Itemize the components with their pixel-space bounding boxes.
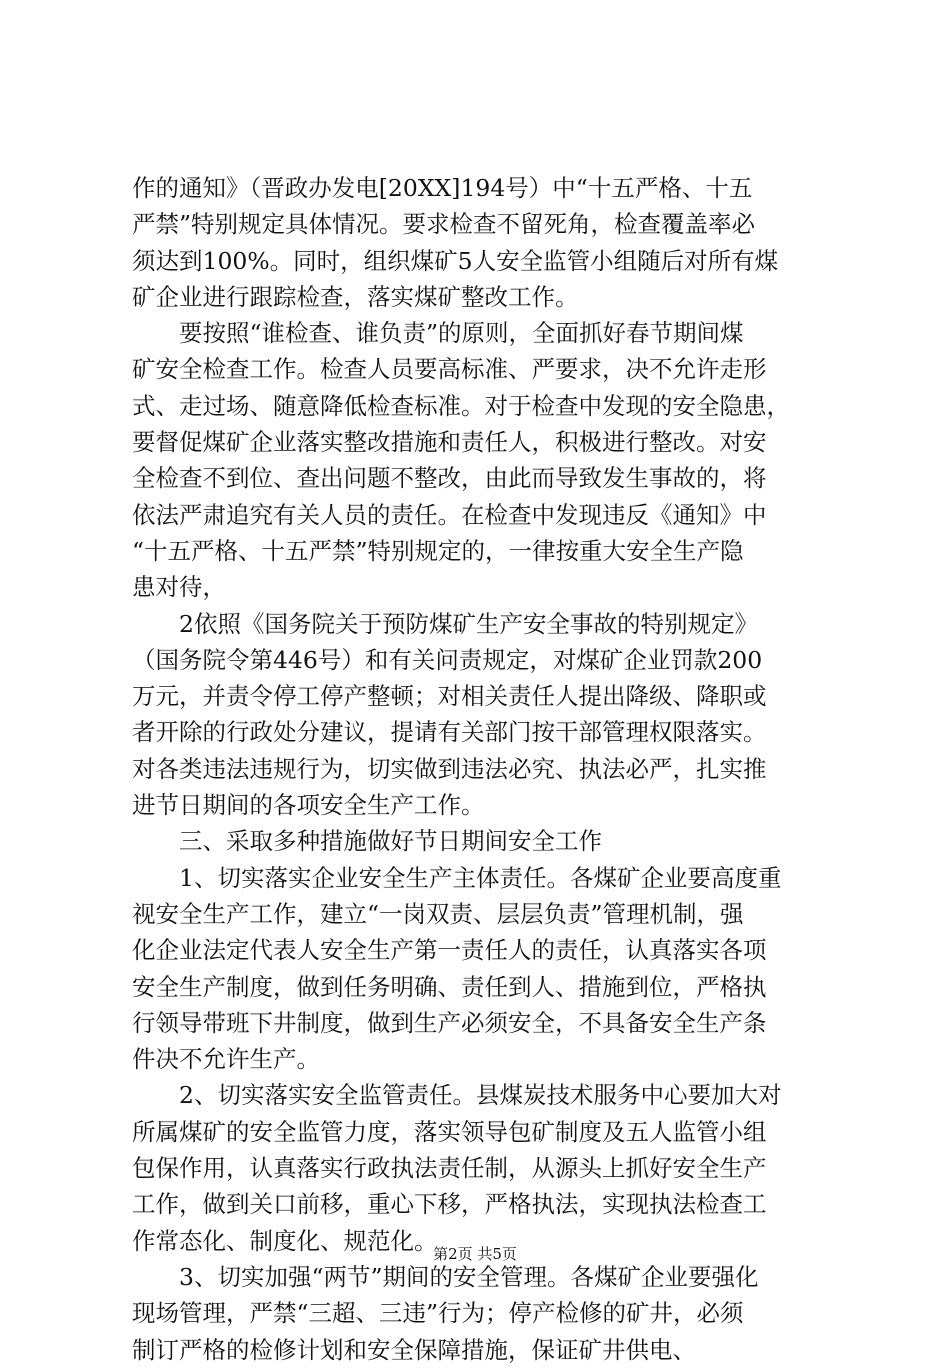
text-line: 作常态化、制度化、规范化。 — [132, 1226, 438, 1255]
section-heading: 三、采取多种措施做好节日期间安全工作 — [132, 827, 602, 856]
text-line: 制订严格的检修计划和安全保障措施，保证矿井供电、 — [132, 1335, 696, 1364]
text-line: 2、切实落实安全监管责任。县煤炭技术服务中心要加大对 — [132, 1081, 782, 1110]
text-line: 化企业法定代表人安全生产第一责任人的责任，认真落实各项 — [132, 936, 767, 965]
text-line: 工作，做到关口前移，重心下移，严格执法，实现执法检查工 — [132, 1190, 767, 1219]
text-line: 者开除的行政处分建议，提请有关部门按干部管理权限落实。 — [132, 718, 767, 747]
text-line: 万元，并责令停工停产整顿；对相关责任人提出降级、降职或 — [132, 682, 767, 711]
text-line: “十五严格、十五严禁”特别规定的，一律按重大安全生产隐 — [132, 536, 744, 565]
text-line: 视安全生产工作，建立“一岗双责、层层负责”管理机制，强 — [132, 899, 744, 928]
body-text — [132, 170, 832, 1368]
text-line: 式、走过场、随意降低检查标准。对于检查中发现的安全隐患， — [132, 391, 790, 420]
text-line: 安全生产制度，做到任务明确、责任到人、措施到位，严格执 — [132, 972, 767, 1001]
text-line: 现场管理，严禁“三超、三违”行为；停产检修的矿井，必须 — [132, 1299, 744, 1328]
text-line: 行领导带班下井制度，做到生产必须安全，不具备安全生产条 — [132, 1008, 767, 1037]
text-line: 矿企业进行跟踪检查，落实煤矿整改工作。 — [132, 282, 579, 311]
text-line: 进节日期间的各项安全生产工作。 — [132, 791, 485, 820]
text-line: 件决不允许生产。 — [132, 1045, 320, 1074]
text-line: 包保作用，认真落实行政执法责任制，从源头上抓好安全生产 — [132, 1154, 767, 1183]
text-line: 依法严肃追究有关人员的责任。在检查中发现违反《通知》中 — [132, 500, 767, 529]
text-line: 2依照《国务院关于预防煤矿生产安全事故的特别规定》 — [132, 609, 758, 638]
text-line: 严禁”特别规定具体情况。要求检查不留死角，检查覆盖率必 — [132, 210, 756, 239]
text-line: 作的通知》（晋政办发电[20XX]194号）中“十五严格、十五 — [132, 174, 753, 202]
text-line: 3、切实加强“两节”期间的安全管理。各煤矿企业要强化 — [132, 1262, 759, 1291]
text-line: 对各类违法违规行为，切实做到违法必究、执法必严，扎实推 — [132, 754, 767, 783]
text-line: 1、切实落实企业安全生产主体责任。各煤矿企业要高度重 — [132, 863, 782, 892]
text-line: 须达到100%。同时，组织煤矿5人安全监管小组随后对所有煤 — [132, 246, 779, 275]
text-line: 全检查不到位、查出问题不整改，由此而导致发生事故的，将 — [132, 464, 767, 493]
text-line: 要按照“谁检查、谁负责”的原则，全面抓好春节期间煤 — [132, 319, 744, 348]
text-line: 矿安全检查工作。检查人员要高标准、严要求，决不允许走形 — [132, 355, 767, 384]
text-line: 所属煤矿的安全监管力度，落实领导包矿制度及五人监管小组 — [132, 1117, 767, 1146]
page-number-footer: 第2页 共5页 — [433, 1245, 517, 1263]
text-line: 要督促煤矿企业落实整改措施和责任人，积极进行整改。对安 — [132, 428, 767, 457]
text-line: 患对待， — [132, 573, 226, 602]
text-line: （国务院令第446号）和有关问责规定，对煤矿企业罚款200 — [132, 645, 763, 674]
